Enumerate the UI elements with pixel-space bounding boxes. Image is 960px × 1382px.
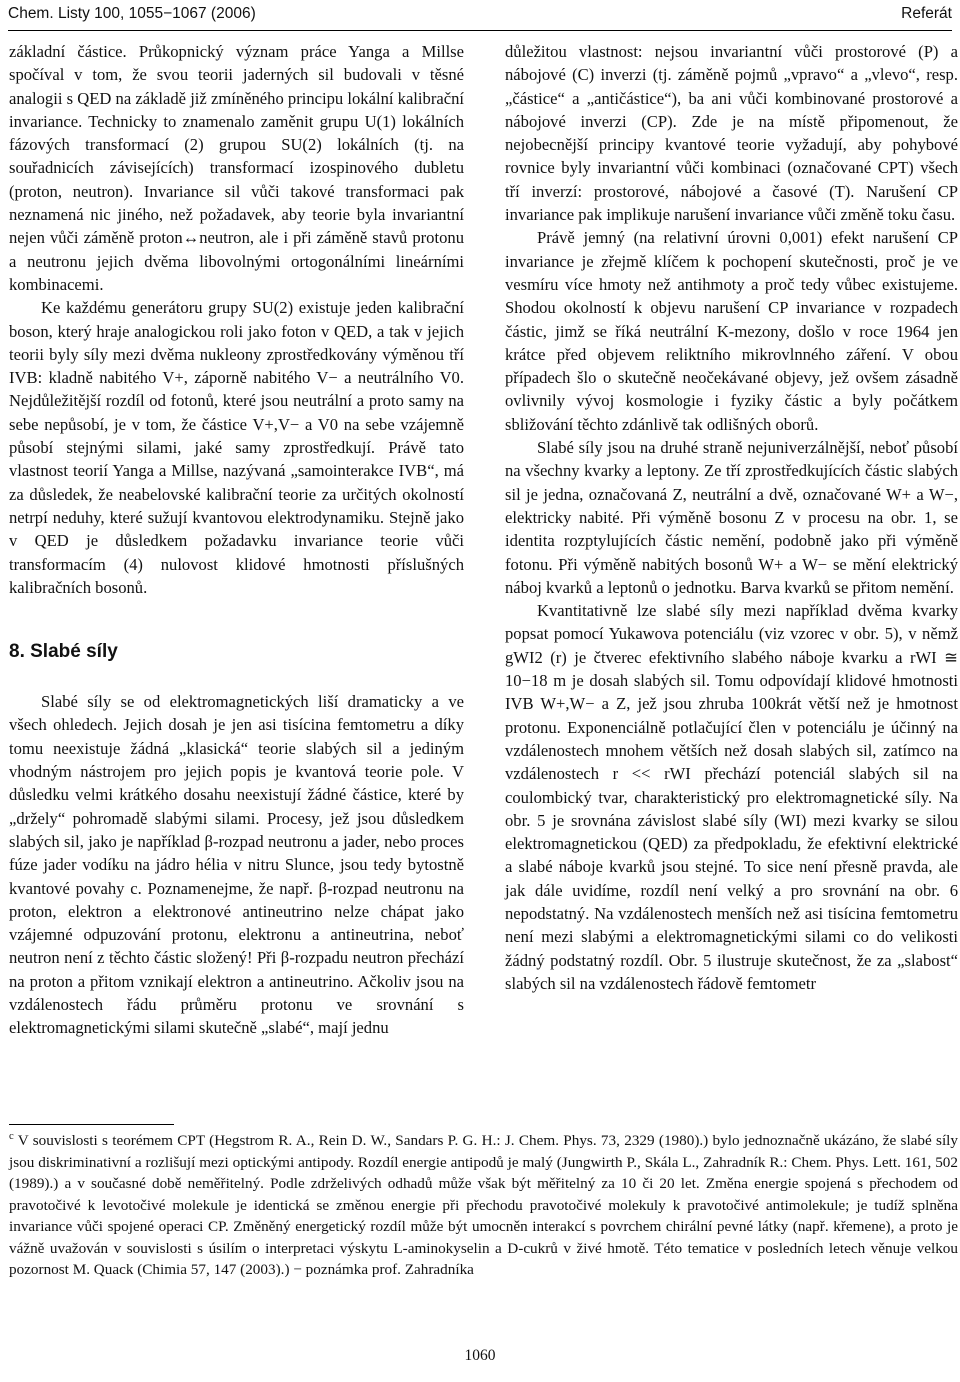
paragraph: Slabé síly se od elektromagnetických liší dramaticky a ve všech ohledech. Jejich dosah je jen asi tisícina femtometru a díky tomu neexistuje žádná „klasická“ teorie slabých sil a jediným vhodným nástrojem pro jejich popis je kvantová teorie pole. V důsledku velmi krátkého dosahu neexistují žádné částice, které by „držely“ pohromadě slabými silami. Procesy, jež jsou důsledkem slabých sil, jako je například β-rozpad neutronu a jader, nebo proces fúze jader vodíku na jádro hélia v nitru Slunce, jsou tedy bytostně kvantové povahy c. Poznamenejme, že např. β-rozpad neutronu na proton, elektron a elektronové antineutrino nelze chápat jako vzájemné odpuzování protonu, elektronu a antineutrina, neboť neutron není z těchto částic složený! Při β-rozpadu neutron přechází na proton a přitom vznikají elektron a antineutrino. Ačkoliv jsou na vzdálenostech řádu průměru protonu ve srovnání s elektromagnetickými silami skutečně „slabé“, mají jednu (9, 692, 464, 1038)
footnote-divider (9, 1124, 174, 1125)
section-heading: 8. Slabé síly (9, 641, 118, 663)
right-column (505, 40, 958, 995)
paragraph: Ke každému generátoru grupy SU(2) existuje jeden kalibrační boson, který hraje analogickou roli jako foton v QED, a tak v jejich teorii byly síly mezi dvěma nukleony zprostředkovány výměnou tří IVB: kladně nabitého V+, záporně nabitého V− a neutrálního V0. Nejdůležitější rozdíl od fotonů, které jsou neutrální a proto samy na sebe nepůsobí, je v tom, že částice V+,V− a V0 na sebe vzájemně působí stejnými silami, jaké samy zprostředkují. Právě tato vlastnost teorií Yanga a Millse, nazývaná „samointerakce IVB“, má za důsledek, že neabelovské kalibrační teorie za určitých okolností netrpí neduhy, které sužují kvantovou elektrodynamiku. Stejně jako v QED je důsledkem požadavku invariance teorie vůči transformacím (4) nulovost klidové hmotnosti příslušných kalibračních bosonů. (9, 298, 464, 597)
paragraph: základní částice. Průkopnický význam práce Yanga a Millse spočíval v tom, že svou teorii jaderných sil budovali v těsné analogii s QED na základě již zmíněného principu lokální kalibrační invariance. Technicky to znamenalo zaměnit grupu U(1) lokálních fázových transformací (2) grupou SU(2) lokálních (tj. na souřadnicích závisejících) transformací izospinového dubletu (proton, neutron). Invariance sil vůči takové transformaci pak neznamená nic jiného, než požadavek, aby teorie byla invariantní nejen vůči záměně proton↔neutron, ale i při záměně stavů protonu a neutronu jejich dvěma libovolnými ortogonálními lineárními kombinacemi. (9, 42, 464, 294)
paragraph: Právě jemný (na relativní úrovni 0,001) efekt narušení CP invariance je zřejmě klíčem k pochopení skutečnosti, proč je ve vesmíru více hmoty než antihmoty a proč tedy vůbec existujeme. Shodou okolností k objevu narušení CP invariance v rozpadech částic, jimž se říká neutrální K-mezony, došlo v roce 1964 jen krátce před objevem reliktního mikrovlnného záření. V obou případech šlo o skutečně neočekávané objevy, jež ovšem zásadně ovlivnily vývoj kosmologie i fyziky částic a byly počátkem sbližování těchto zdánlivě tak odlišných oborů. (505, 228, 958, 434)
paragraph: důležitou vlastnost: nejsou invariantní vůči prostorové (P) a nábojové (C) inverzi (tj. záměně pojmů „vpravo“ a „vlevo“, resp. „částice“ a „antičástice“), ba ani vůči kombinované prostorové a nábojové inverzi (CP). Zde je na místě připomenout, že nejobecnější principy kvantové teorie vyžadují, aby pohybové rovnice byly invariantní vůči kombinaci (označované CPT) všech tří inverzí: prostorové, nábojové a časové (T). Narušení CP invariance pak implikuje narušení invariance vůči změně toku času. (505, 42, 958, 225)
left-column (9, 40, 464, 1040)
paragraph: Kvantitativně lze slabé síly mezi například dvěma kvarky popsat pomocí Yukawova potenciálu (viz vzorec v obr. 5), v němž gWI2 (r) je čtverec efektivního slabého náboje kvarku a rWI ≅ 10−18 m je dosah slabých sil. Tomu odpovídají klidové hmotnosti IVB W+,W− a Z, jež jsou zhruba 100krát větší než je hmotnost protonu. Exponenciálně potlačující člen v potenciálu je účinný na vzdálenostech mnohem větších než dosah slabých sil, zatímco na vzdálenostech r << rWI přechází potenciál slabých sil na coulombický tvar, charakteristický pro elektromagnetické síly. Na obr. 5 je srovnána závislost slabé síly (WI) mezi kvarky se silou elektromagnetickou (QED) za předpokladu, že efektivní elektrické a slabé náboje kvarků jsou stejné. To sice není přesně pravda, ale jak dále uvidíme, rozdíl není velký a pro srovnání na obr. 6 nepodstatný. Na vzdálenostech menších než asi tisícina femtometru není mezi slabými a elektromagnetickými silami co do velikosti žádný podstatný rozdíl. Obr. 5 ilustruje skutečnost, že za „slabost“ slabých sil na vzdálenostech řádově femtometr (505, 601, 958, 993)
page-number: 1060 (464, 1347, 496, 1364)
footnote-marker: c (9, 1130, 14, 1142)
footnote-text: V souvislosti s teorémem CPT (Hegstrom R. A., Rein D. W., Sandars P. G. H.: J. Chem. Phys. 73, 2329 (1980).) bylo jednoznačně ukázáno, že slabé síly jsou diskriminativní a rozlišují mezi optickými antipody. Rozdíl energie antipodů je malý (Jungwirth P., Skála L., Zahradník R.: Chem. Phys. Lett. 161, 502 (1989).) a v současné době neměřitelný. Podle zdrželivých odhadů může však být měřitelný za 10 či 20 let. Změna energie spojená s přechodem od pravotočivé k levotočivé molekule je identická se změnou energie při přechodu pravotočivé molekuly k pravotočivé antimolekule; je tudíž splněna invariance vůči spojené operaci CP. Změněný energetický rozdíl může být umocněn interakcí s povrchem chirální pevné látky (např. křemene), a proto je vážně uvažován v souvislosti s úsilím o interpretaci výskytu L-aminokyselin a D-cukrů v živé hmotě. Této tematice v posledních letech věnuje velkou pozornost M. Quack (Chimia 57, 147 (2003).) − poznámka prof. Zahradníka (9, 1132, 958, 1278)
running-header (8, 0, 952, 31)
paragraph: Slabé síly jsou na druhé straně nejuniverzálnější, neboť působí na všechny kvarky a leptony. Ze tří zprostředkujících částic slabých sil je jedna, označovaná Z, neutrální a dvě, označované W+ a W−, elektricky nabité. Při výměně bosonu Z v procesu na obr. 1, se identita rozptylujících částic nemění, podobně jako při výměně fotonu. Při výměně nabitých bosonů W+ a W− se mění elektrický náboj kvarků a leptonů o jednotku. Barva kvarků se přitom nemění. (505, 438, 958, 597)
footnote (9, 1130, 958, 1281)
journal-citation: Chem. Listy 100, 1055−1067 (2006) (8, 5, 256, 22)
section-label: Referát (901, 5, 952, 22)
